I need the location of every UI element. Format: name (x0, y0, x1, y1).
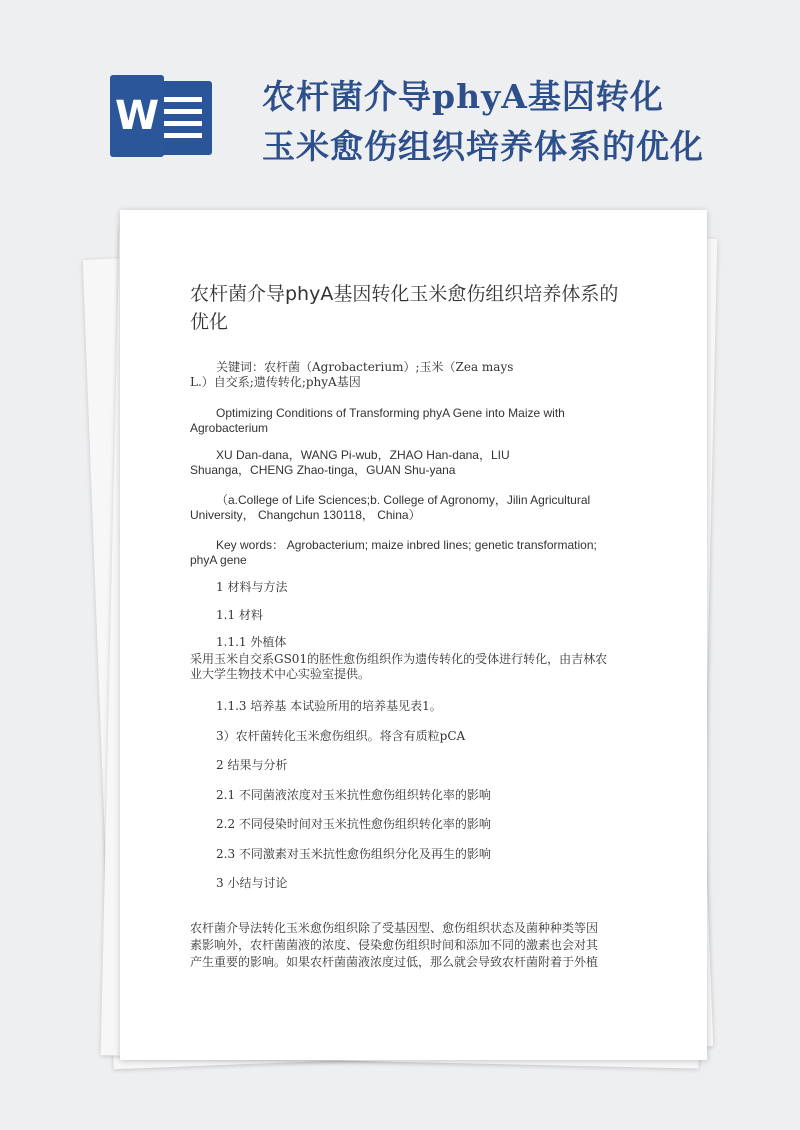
banner-title-line1: 农杆菌介导phyA基因转化 (262, 77, 664, 116)
section-1-1-1-body: 采用玉米自交系GS01的胚性愈伤组织作为遗传转化的受体进行转化，由吉林农 业大学生物技术中心实验室提供。 (190, 652, 608, 681)
document-page (120, 210, 707, 1060)
banner-title-line2: 玉米愈伤组织培养体系的优化 (262, 127, 704, 166)
english-title: Optimizing Conditions of Transforming phyA Gene into Maize with Agrobacterium (190, 406, 565, 435)
keywords-cn: 关键词：农杆菌（Agrobacterium）;玉米（Zea mays L.）自交系;遗传转化;phyA基因 (190, 360, 514, 389)
section-1-1-3: 1.1.3 培养基 本试验所用的培养基见表1。 (216, 699, 442, 713)
section-2-heading: 2 结果与分析 (216, 758, 288, 772)
document-title: 农杆菌介导phyA基因转化玉米愈伤组织培养体系的 优化 (190, 283, 619, 333)
section-1-1-1-heading: 1.1.1 外植体 (216, 635, 287, 649)
section-3-heading: 3 小结与讨论 (216, 876, 288, 890)
section-2-1-heading: 2.1 不同菌液浓度对玉米抗性愈伤组织转化率的影响 (216, 788, 491, 802)
banner (0, 0, 800, 205)
keywords-en: Key words： Agrobacterium; maize inbred lines; genetic transformation; phyA gene (190, 538, 597, 567)
step-3-text: 3）农杆菌转化玉米愈伤组织。将含有质粒pCA (216, 729, 466, 743)
authors: XU Dan-dana，WANG Pi-wub，ZHAO Han-dana，LIU Shuanga，CHENG Zhao-tinga，GUAN Shu-yana (190, 448, 510, 477)
banner-title (262, 72, 762, 172)
section-1-1-heading: 1.1 材料 (216, 608, 263, 622)
section-2-2-heading: 2.2 不同侵染时间对玉米抗性愈伤组织转化率的影响 (216, 817, 491, 831)
conclusion-paragraph: 农杆菌介导法转化玉米愈伤组织除了受基因型、愈伤组织状态及菌种种类等因 素影响外，农杆菌菌液的浓度、侵染愈伤组织时间和添加不同的激素也会对其 产生重要的影响。如果农杆菌菌液浓度过低，那么就会导致农杆菌附着于外植 (190, 921, 599, 969)
word-document-icon (110, 75, 212, 157)
section-2-3-heading: 2.3 不同激素对玉米抗性愈伤组织分化及再生的影响 (216, 847, 491, 861)
affiliation: （a.College of Life Sciences;b. College of Agronomy，Jilin Agricultural University， Changchun 130118， China） (190, 493, 591, 522)
section-1-heading: 1 材料与方法 (216, 580, 288, 594)
word-icon-letter: W (110, 75, 164, 157)
